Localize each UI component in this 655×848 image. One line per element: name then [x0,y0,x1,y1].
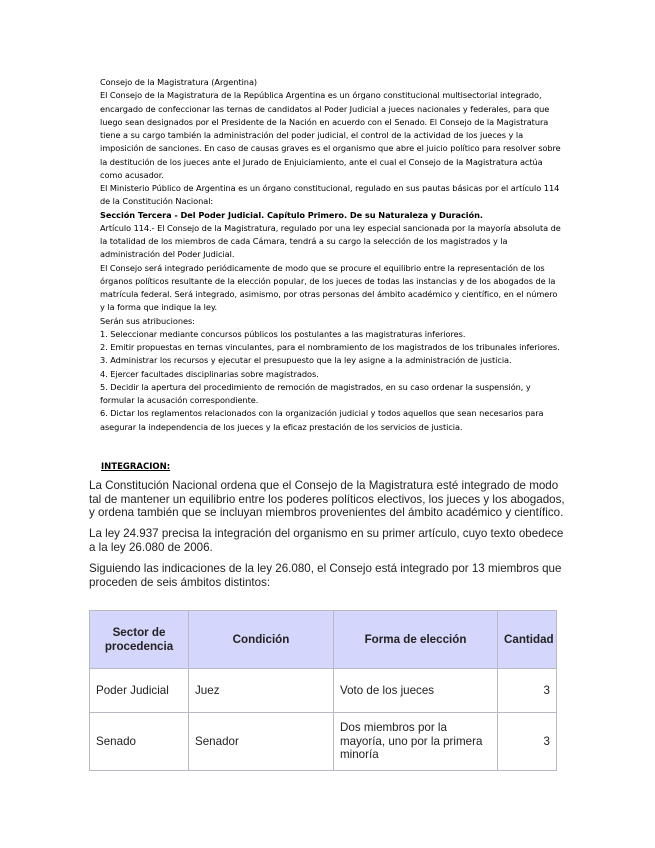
composition-table [89,610,557,771]
attribution-item-3: 3. Administrar los recursos y ejecutar el presupuesto que la ley asigne a la administración de justicia. [100,355,512,366]
attribution-item-4: 4. Ejercer facultades disciplinarias sobre magistrados. [100,368,319,379]
attribution-item-1: 1. Seleccionar mediante concursos públicos los postulantes a las magistraturas inferiores. [100,328,466,339]
header-sector: Sector de procedencia [90,611,189,669]
article-paragraph-2: El Ministerio Público de Argentina es un órgano constitucional, regulado en sus pautas básicas por el artículo 114 de la Constitución Nacional: [100,183,560,207]
integracion-section [89,479,567,597]
attributions-heading: Serán sus atribuciones: [100,315,195,326]
cell-cantidad: 3 [498,669,557,713]
cell-forma-eleccion: Dos miembros por la mayoría, uno por la primera minoría [334,713,498,771]
cell-condicion: Juez [189,669,334,713]
cell-cantidad: 3 [498,713,557,771]
article-paragraph-3: El Consejo será integrado periódicamente de modo que se procure el equilibrio entre la representación de los órganos políticos resultante de la elección popular, de los jueces de todas las instancias y de los abogados de la matrícula federal. Será integrado, asimismo, por otras personas del ámbito académico y científico, en el número y la forma que indique la ley. [100,262,558,313]
article-section-heading: Sección Tercera - Del Poder Judicial. Capítulo Primero. De su Naturaleza y Duración. [100,209,483,220]
header-condicion: Condición [189,611,334,669]
integracion-paragraph-1: La Constitución Nacional ordena que el Consejo de la Magistratura esté integrado de modo tal de mantener un equilibrio entre los poderes políticos electivos, los jueces y los abogados, y ordena también que se incluyan miembros provenientes del ámbito académico y científico. [89,479,565,520]
cell-sector: Poder Judicial [90,669,189,713]
integracion-paragraph-3: Siguiendo las indicaciones de la ley 26.080, el Consejo está integrado por 13 miembros que proceden de seis ámbitos distintos: [89,561,562,589]
article-paragraph-1: El Consejo de la Magistratura de la República Argentina es un órgano constitucional multisectorial integrado, encargado de confeccionar las ternas de candidatos al Poder Judicial a jueces nacionales y federales, para que luego sean designados por el Presidente de la Nación en acuerdo con el Senado. El Consejo de la Magistratura tiene a su cargo también la administración del poder judicial, el control de la actividad de los jueces y la imposición de sanciones. En caso de causas graves es el organismo que abre el juicio político para resolver sobre la destitución de los jueces ante el Jurado de Enjuiciamiento, ante el cual el Consejo de la Magistratura actúa como acusador. [100,90,561,180]
header-cantidad: Cantidad [498,611,557,669]
cell-forma-eleccion: Voto de los jueces [334,669,498,713]
table-header-row [90,611,557,669]
attribution-item-5: 5. Decidir la apertura del procedimiento de remoción de magistrados, en su caso ordenar la suspensión, y formular la acusación correspondiente. [100,381,531,405]
integracion-paragraph-2: La ley 24.937 precisa la integración del organismo en su primer artículo, cuyo texto obedece a la ley 26.080 de 2006. [89,527,564,554]
magistratura-article [100,76,562,434]
table-row [90,713,557,771]
attribution-item-6: 6. Dictar los reglamentos relacionados con la organización judicial y todos aquellos que sean necesarios para asegurar la independencia de los jueces y la eficaz prestación de los servicios de justicia. [100,408,544,432]
article-paragraph-114: Artículo 114.- El Consejo de la Magistratura, regulado por una ley especial sancionada por la mayoría absoluta de la totalidad de los miembros de cada Cámara, tendrá a su cargo la selección de los magistrados y la administración del Poder Judicial. [100,222,561,260]
cell-condicion: Senador [189,713,334,771]
attribution-item-2: 2. Emitir propuestas en ternas vinculantes, para el nombramiento de los magistrados de los tribunales inferiores. [100,342,560,352]
article-title: Consejo de la Magistratura (Argentina) [100,77,258,87]
header-forma-eleccion: Forma de elección [334,611,498,669]
integracion-heading: INTEGRACION: [101,462,171,472]
table-row [90,669,557,713]
cell-sector: Senado [90,713,189,771]
